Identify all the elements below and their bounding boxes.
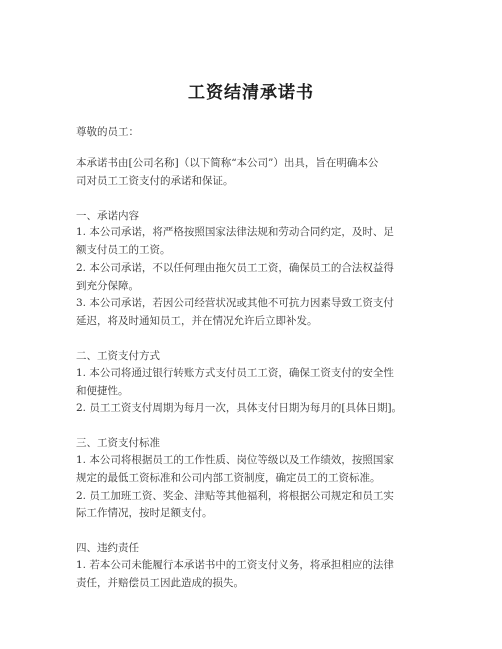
section-heading: 三、工资支付标准 (76, 437, 160, 449)
section-line: 1. 本公司将根据员工的工作性质、岗位等级以及工作绩效，按照国家 (76, 454, 394, 466)
intro-line: 本承诺书由[公司名称]（以下简称“本公司”）出具，旨在明确本公 (76, 157, 379, 169)
section-line: 2. 员工工资支付周期为每月一次，具体支付日期为每月的[具体日期]。 (76, 402, 403, 414)
section-line: 1. 本公司将通过银行转账方式支付员工工资，确保工资支付的安全性 (76, 367, 394, 379)
intro-line: 司对员工工资支付的承诺和保证。 (76, 175, 234, 187)
section-line: 延迟，将及时通知员工，并在情况允许后立即补发。 (76, 315, 318, 327)
section-heading: 一、承诺内容 (76, 210, 139, 222)
section-line: 1. 若本公司未能履行本承诺书中的工资支付义务，将承担相应的法律 (76, 559, 394, 571)
section-line: 规定的最低工资标准和公司内部工资制度，确定员工的工资标准。 (76, 472, 381, 484)
section-line: 际工作情况，按时足额支付。 (76, 507, 213, 519)
document-title: 工资结清承诺书 (188, 83, 314, 103)
section-line: 责任，并赔偿员工因此造成的损失。 (76, 577, 244, 589)
section-line: 3. 本公司承诺，若因公司经营状况或其他不可抗力因素导致工资支付 (76, 297, 394, 309)
section-heading: 四、违约责任 (76, 542, 139, 554)
section-line: 1. 本公司承诺，将严格按照国家法律法规和劳动合同约定，及时、足 (76, 226, 394, 238)
section-heading: 二、工资支付方式 (76, 350, 160, 362)
section-line: 2. 员工加班工资、奖金、津贴等其他福利，将根据公司规定和员工实 (76, 490, 394, 502)
section-line: 2. 本公司承诺，不以任何理由拖欠员工工资，确保员工的合法权益得 (76, 262, 394, 274)
section-line: 额支付员工的工资。 (76, 244, 171, 256)
greeting: 尊敬的员工： (76, 126, 139, 138)
section-line: 和便捷性。 (76, 385, 129, 397)
section-line: 到充分保障。 (76, 280, 139, 292)
